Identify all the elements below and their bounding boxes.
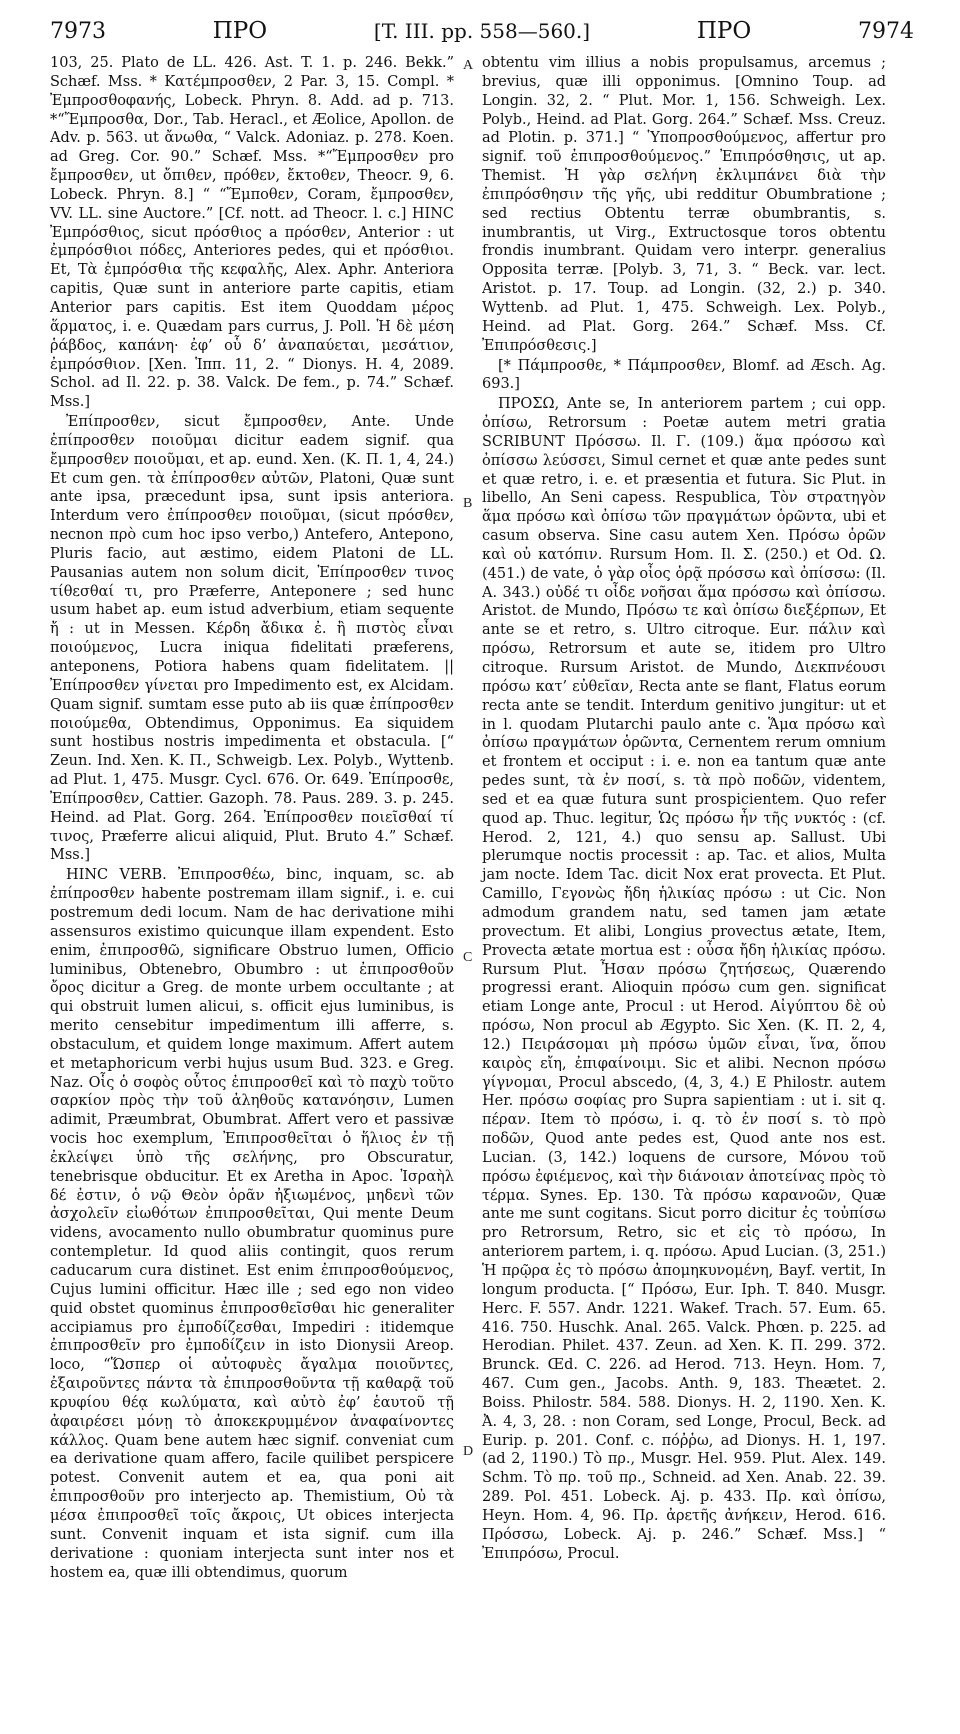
page-number-right: 7974 [857,19,914,44]
header-title-left: ΠΡΟ [212,18,268,44]
entry-epiprostheo-continued: obtentu vim illius a nobis propulsamus, arcemus ; brevius, quæ illi opponimus. [Omnino Toup. ad Longin. 32, 2. “ Plut. Mor. 1, 156. Schweigh. Lex. Polyb., Heind. ad Plat. Gorg. 264.” Schæf. Mss. Creuz. ad Plotin. p. 371.] “ Ὑποπροσθούμενος, affertur pro signif. τοῦ ἐπιπροσθούμενος.” Ἐπιπρόσθησις, ut ap. Themist. Ἡ γὰρ σελήνη ἐκλιμπάνει διὰ τὴν ἐπιπρόσθησιν τῆς γῆς, ubi redditur Obumbratione ; sed rectius Obtentu terræ obumbrantis, s. inumbrantis, ut Virg., Extructosque toros obtentu frondis inumbrant. Quidam vero interpr. generalius Opposita terræ. [Polyb. 3, 71, 3. “ Beck. var. lect. Aristot. p. 17. Toup. ad Longin. (32, 2.) p. 340. Wyttenb. ad Plut. 1, 475. Schweigh. Lex. Polyb., Heind. ad Plat. Gorg. 264.” Schæf. Mss. Cf. Ἐπιπρόσθεσις.] [482,55,886,354]
margin-mark-a: A [463,58,474,73]
margin-mark-c: C [463,950,473,965]
entry-epiprosthen: Ἐπίπροσθεν, sicut ἔμπροσθεν, Ante. Unde ἐπίπροσθεν ποιοῦμαι dicitur eadem signif. qua ἔμπροσθεν ποιοῦμαι, et ap. eund. Xen. (K. Π. 1, 4, 24.) Et cum gen. τὰ ἐπίπροσθεν αὐτῶν, Platoni, Quæ sunt ante ipsa, præcedunt ipsa, sunt ipsis anteriora. Interdum vero ἐπίπροσθεν ποιοῦμαι, (sicut πρόσθεν, necnon πρὸ cum hoc ipso verbo,) Antefero, Antepono, Pluris facio, aut æstimo, eidem Platoni de LL. Pausanias autem non solum dicit, Ἐπίπροσθεν τινος τίθεσθαί τι, pro Præferre, Anteponere ; sed hunc usum habet ap. eum istud adverbium, etiam sequente ἤ : ut in Messen. Κέρδη ἄδικα ἐ. ἢ πιστὸς εἶναι ποιούμενος, Lucra iniqua fidelitati præferens, anteponens, Potiora habens quam fidelitatem. || Ἐπίπροσθεν γίνεται pro Impedimento est, ex Alcidam. Quam signif. sumtam esse puto ab iis quæ ἐπίπροσθεν ποιούμεθα, Obtendimus, Opponimus. Ea siquidem sunt hostibus nostris impedimenta et obstacula. [“ Zeun. Ind. Xen. K. Π., Schweigb. Lex. Polyb., Wyttenb. ad Plut. 1, 475. Musgr. Cycl. 676. Or. 649. Ἐπίπροσθε, Ἐπίπροσθεν, Cattier. Gazoph. 78. Paus. 289. 3. p. 245. Heind. ad Plat. Gorg. 264. Ἐπίπροσθεν ποιεῖσθαί τί τινος, Præferre alicui aliquid, Plut. Bruto 4.” Schæf. Mss.] [50,414,454,864]
entry-pamprosthe: [* Πάμπροσθε, * Πάμπροσθεν, Blomf. ad Æsch. Ag. 693.] [482,357,886,393]
margin-mark-b: B [463,496,473,511]
entry-proso: ΠΡΟΣΩ, Ante se, In anteriorem partem ; cui opp. ὀπίσω, Retrorsum : Poetæ autem metri gratia SCRIBUNT Πρόσσω. Il. Γ. (109.) ἅμα πρόσσω καὶ ὀπίσσω λεύσσει, Simul cernet et quæ ante pedes sunt et quæ retro, i. e. et præsentia et futura. Sic Plut. in libello, An Seni capess. Respublica, Τὸν στρατηγὸν ἅμα πρόσω καὶ ὀπίσω τῶν πραγμάτων ὁρῶντα, ubi et casum observa. Sine casu autem Xen. Πρόσω ὁρῶν καὶ οὐ κατόπιν. Rursum Hom. Il. Σ. (250.) et Od. Ω. (451.) de vate, ὁ γὰρ οἶος ὁρᾷ πρόσσω καὶ ὀπίσσω: (Il. A. 343.) οὐδέ τι οἶδε νοῆσαι ἅμα πρόσσω καὶ ὀπίσσω. Aristot. de Mundo, Πρόσω τε καὶ ὀπίσω διεξέρπων, Et ante se et retro, s. Ultro citroque. Eur. πάλιν καὶ πρόσω, Retrorsum et aute se, itidem pro Ultro citroque. Rursum Aristot. de Mundo, Διεκπνέουσι πρόσω κατ’ εὐθεῖαν, Recta ante se flant, Flatus eorum recta ante se tendit. Interdum genitivo jungitur: ut et in l. quodam Plutarchi paulo ante c. Ἅμα πρόσω καὶ ὀπίσω πραγμάτων ὁρῶντα, Cernentem rerum omnium et frontem et occiput : i. e. non ea tantum quæ ante pedes sunt, τὰ ἐν ποσί, s. τὰ πρὸ ποδῶν, videntem, sed et ea quæ futura sunt prospicientem. Quo refer quod ap. Thuc. legitur, Ὡς πρόσω ἦν τῆς νυκτός : (cf. Herod. 2, 121, 4.) quo sensu ap. Sallust. Ubi plerumque noctis processit : ap. Tac. et alios, Multa jam nocte. Idem Tac. dicit Nox erat provecta. Et Plut. Camillo, Γεγονὼς ἤδη ἡλικίας πρόσω : ut Cic. Non admodum grandem natu, sed tamen jam ætate provectum. Et alibi, Longius provectus ætate, Item, Provecta ætate mortua est : οὖσα ἤδη ἡλικίας πρόσω. Rursum Plut. Ἦσαν πρόσω ζητήσεως, Quærendo progressi erant. Alioquin πρόσω cum gen. significat etiam Longe ante, Procul : ut Herod. Αἰγύπτου δὲ οὐ πρόσω, Non procul ab Ægypto. Sic Xen. (K. Π. 2, 4, 12.) Πειράσομαι μὴ πρόσω ὑμῶν εἶναι, ἵνα, ὅπου καιρὸς εἴη, ἐπιφαίνοιμι. Sic et alibi. Necnon πρόσω γίγνομαι, Procul abscedo, (4, 3, 4.) E Philostr. autem Her. πρόσω σοφίας pro Supra sapientiam : ut i. sit q. πέραν. Item τὸ πρόσω, i. q. τὸ ἐν ποσί s. τὸ πρὸ ποδῶν, Quod ante pedes est, Quod ante nos est. Lucian. (3, 142.) loquens de cursore, Μόνου τοῦ πρόσω ἐφιέμενος, καὶ τὴν διάνοιαν ἀποτείνας πρὸς τὸ τέρμα. Synes. Ep. 130. Τὰ πρόσω καρανοῶν, Quæ ante me sunt cogitans. Sicut porro dicitur ἐς τοὐπίσω pro Retrorsum, Retro, sic et εἰς τὸ πρόσω, In anteriorem partem, i. q. πρόσω. Apud Lucian. (3, 251.) Ἡ πρῷρα ἐς τὸ πρόσω ἀπομηκυνομένη, Bayf. vertit, In longum producta. [“ Πρόσω, Eur. Iph. T. 840. Musgr. Herc. F. 557. Andr. 1221. Wakef. Trach. 57. Eum. 65. 416. 750. Huschk. Anal. 265. Valck. Phœn. p. 225. ad Herodian. Philet. 437. Zeun. ad Xen. K. Π. 299. 372. Brunck. Œd. C. 226. ad Herod. 713. Heyn. Hom. 7, 467. Cum gen., Jacobs. Anth. 9, 183. Theætet. 2. Boiss. Philostr. 584. 588. Dionys. H. 2, 1190. Xen. K. Ἀ. 4, 3, 28. : non Coram, sed Longe, Procul, Beck. ad Eurip. p. 201. Conf. c. πόῤῥω, ad Dionys. H. 1, 197. (ad 2, 1190.) Τὸ πρ., Musgr. Hel. 959. Plut. Alex. 149. Schm. Τὸ πρ. τοῦ πρ., Schneid. ad Xen. Anab. 22. 39. 289. Pol. 451. Lobeck. Aj. p. 433. Πρ. καὶ ὀπίσω, Heyn. Hom. 4, 96. Πρ. ἀρετῆς ἀνήκειν, Herod. 616. Πρόσσω, Lobeck. Aj. p. 246.” Schæf. Mss.] “ Ἐπιπρόσω, Procul. [482,396,886,1562]
left-column [50,54,454,1582]
entry-epiprostheo: HINC VERB. Ἐπιπροσθέω, binc, inquam, sc. ab ἐπίπροσθεν habente postremam illam signif., i. e. cui postremum dedi locum. Nam de hac derivatione mihi assensuros existimo quicunque illam expendent. Esto enim, ἐπιπροσθῶ, significare Obstruo lumen, Officio luminibus, Obtenebro, Obumbro : ut ἐπιπροσθοῦν ὄρος dicitur a Greg. de monte urbem occultante ; at qui obstruit lumen alicui, s. officit ejus luminibus, is merito censebitur impedimentum illi afferre, s. obstaculum, et quidem longe maximum. Affert autem et metaphoricum verbi hujus usum Bud. 323. e Greg. Naz. Οἷς ὁ σοφὸς οὗτος ἐπιπροσθεῖ καὶ τὸ παχὺ τοῦτο σαρκίον πρὸς τὴν τοῦ ἀληθοῦς κατανόησιν, Lumen adimit, Præumbrat, Obumbrat. Affert vero et passivæ vocis hoc exemplum, Ἐπιπροσθεῖται ὁ ἥλιος ἐν τῇ ἐκλείψει ὑπὸ τῆς σελήνης, pro Obscuratur, tenebrisque obducitur. Et ex Aretha in Apoc. Ἰσραὴλ δέ ἐστιν, ὁ νῷ Θεὸν ὁρᾶν ἠξιωμένος, μηδενὶ τῶν ἀσχολεῖν εἰωθότων ἐπιπροσθεῖται, Qui mente Deum videns, avocamento nullo obumbratur quominus pure contempletur. Id quod aliis contingit, quos rerum caducarum cura distinet. Est enim ἐπιπροσθούμενος, Cujus lumini officitur. Hæc ille ; sed ego non video quid obstet quominus ἐπιπροσθεῖσθαι hic generaliter accipiamus pro ἐμποδίζεσθαι, Impediri : itidemque ἐπιπροσθεῖν pro ἐμποδίζειν in isto Dionysii Areop. loco, “Ὥσπερ οἱ αὐτοφυὲς ἄγαλμα ποιοῦντες, ἐξαιροῦντες πάντα τὰ ἐπιπροσθοῦντα τῇ καθαρᾷ τοῦ κρυφίου θέᾳ κωλύματα, καὶ αὐτὸ ἐφ’ ἑαυτοῦ τῇ ἀφαιρέσει μόνῃ τὸ ἀποκεκρυμμένον ἀναφαίνοντες κάλλος. Quam bene autem hæc signif. conveniat cum ea derivatione quam affero, facile quilibet perspicere potest. Convenit autem et ea, qua poni ait ἐπιπροσθοῦν pro interjecto ap. Themistium, Οὐ τὰ μέσα ἐπιπροσθεῖ τοῖς ἄκροις, Ut obices interjecta sunt. Convenit inquam et ista signif. cum illa derivatione : quoniam interjecta sunt inter nos et hostem ea, quæ illi obtendimus, quorum [50,867,454,1581]
entry-emprosthen-references: 103, 25. Plato de LL. 426. Ast. T. 1. p. 246. Bekk.” Schæf. Mss. * Κατέμπροσθεν, 2 Par. 3, 15. Compl. * Ἐμπροσθοφανής, Lobeck. Phryn. 8. Add. ad p. 713. *“Ἔμπροσθα, Dor., Tab. Heracl., et Æolice, Apollon. de Adv. p. 563. ut ἄνωθα, “ Valck. Adoniaz. p. 278. Koen. ad Greg. Cor. 90.” Schæf. Mss. *“Ἔμπροσθεν pro ἔμπροσθεν, ut ὄπιθεν, πρόθεν, ἔκτοθεν, Theocr. 9, 6. Lobeck. Phryn. 8.] “ “Ἔμποθεν, Coram, ἔμπροσθεν, VV. LL. sine Auctore.” [Cf. nott. ad Theocr. l. c.] HINC Ἐμπρόσθιος, sicut πρόσθιος a πρόσθεν, Anterior : ut ἐμπρόσθιοι πόδες, Anteriores pedes, qui et πρόσθιοι. Et, Τὰ ἐμπρόσθια τῆς κεφαλῆς, Alex. Aphr. Anteriora capitis, Quæ sunt in anteriore parte capitis, etiam Anterior pars capitis. Est item Quoddam μέρος ἅρματος, i. e. Quædam pars currus, J. Poll. Ἡ δὲ μέση ῥάβδος, καπάνη· ἐφ’ οὗ δ’ ἀναπαύεται, μεσάτιον, ἐμπρόσθιον. [Xen. Ἱππ. 11, 2. “ Dionys. H. 4, 2089. Schol. ad Il. 22. p. 38. Valck. De fem., p. 74.” Schæf. Mss.] [50,55,454,411]
header-title-right: ΠΡΟ [696,18,752,44]
header-reference: [T. III. pp. 558—560.] [373,19,591,43]
right-column [482,54,886,1582]
two-column-body [50,54,914,1582]
running-header [50,16,914,50]
margin-mark-d: D [463,1444,474,1459]
page-number-left: 7973 [50,19,106,44]
